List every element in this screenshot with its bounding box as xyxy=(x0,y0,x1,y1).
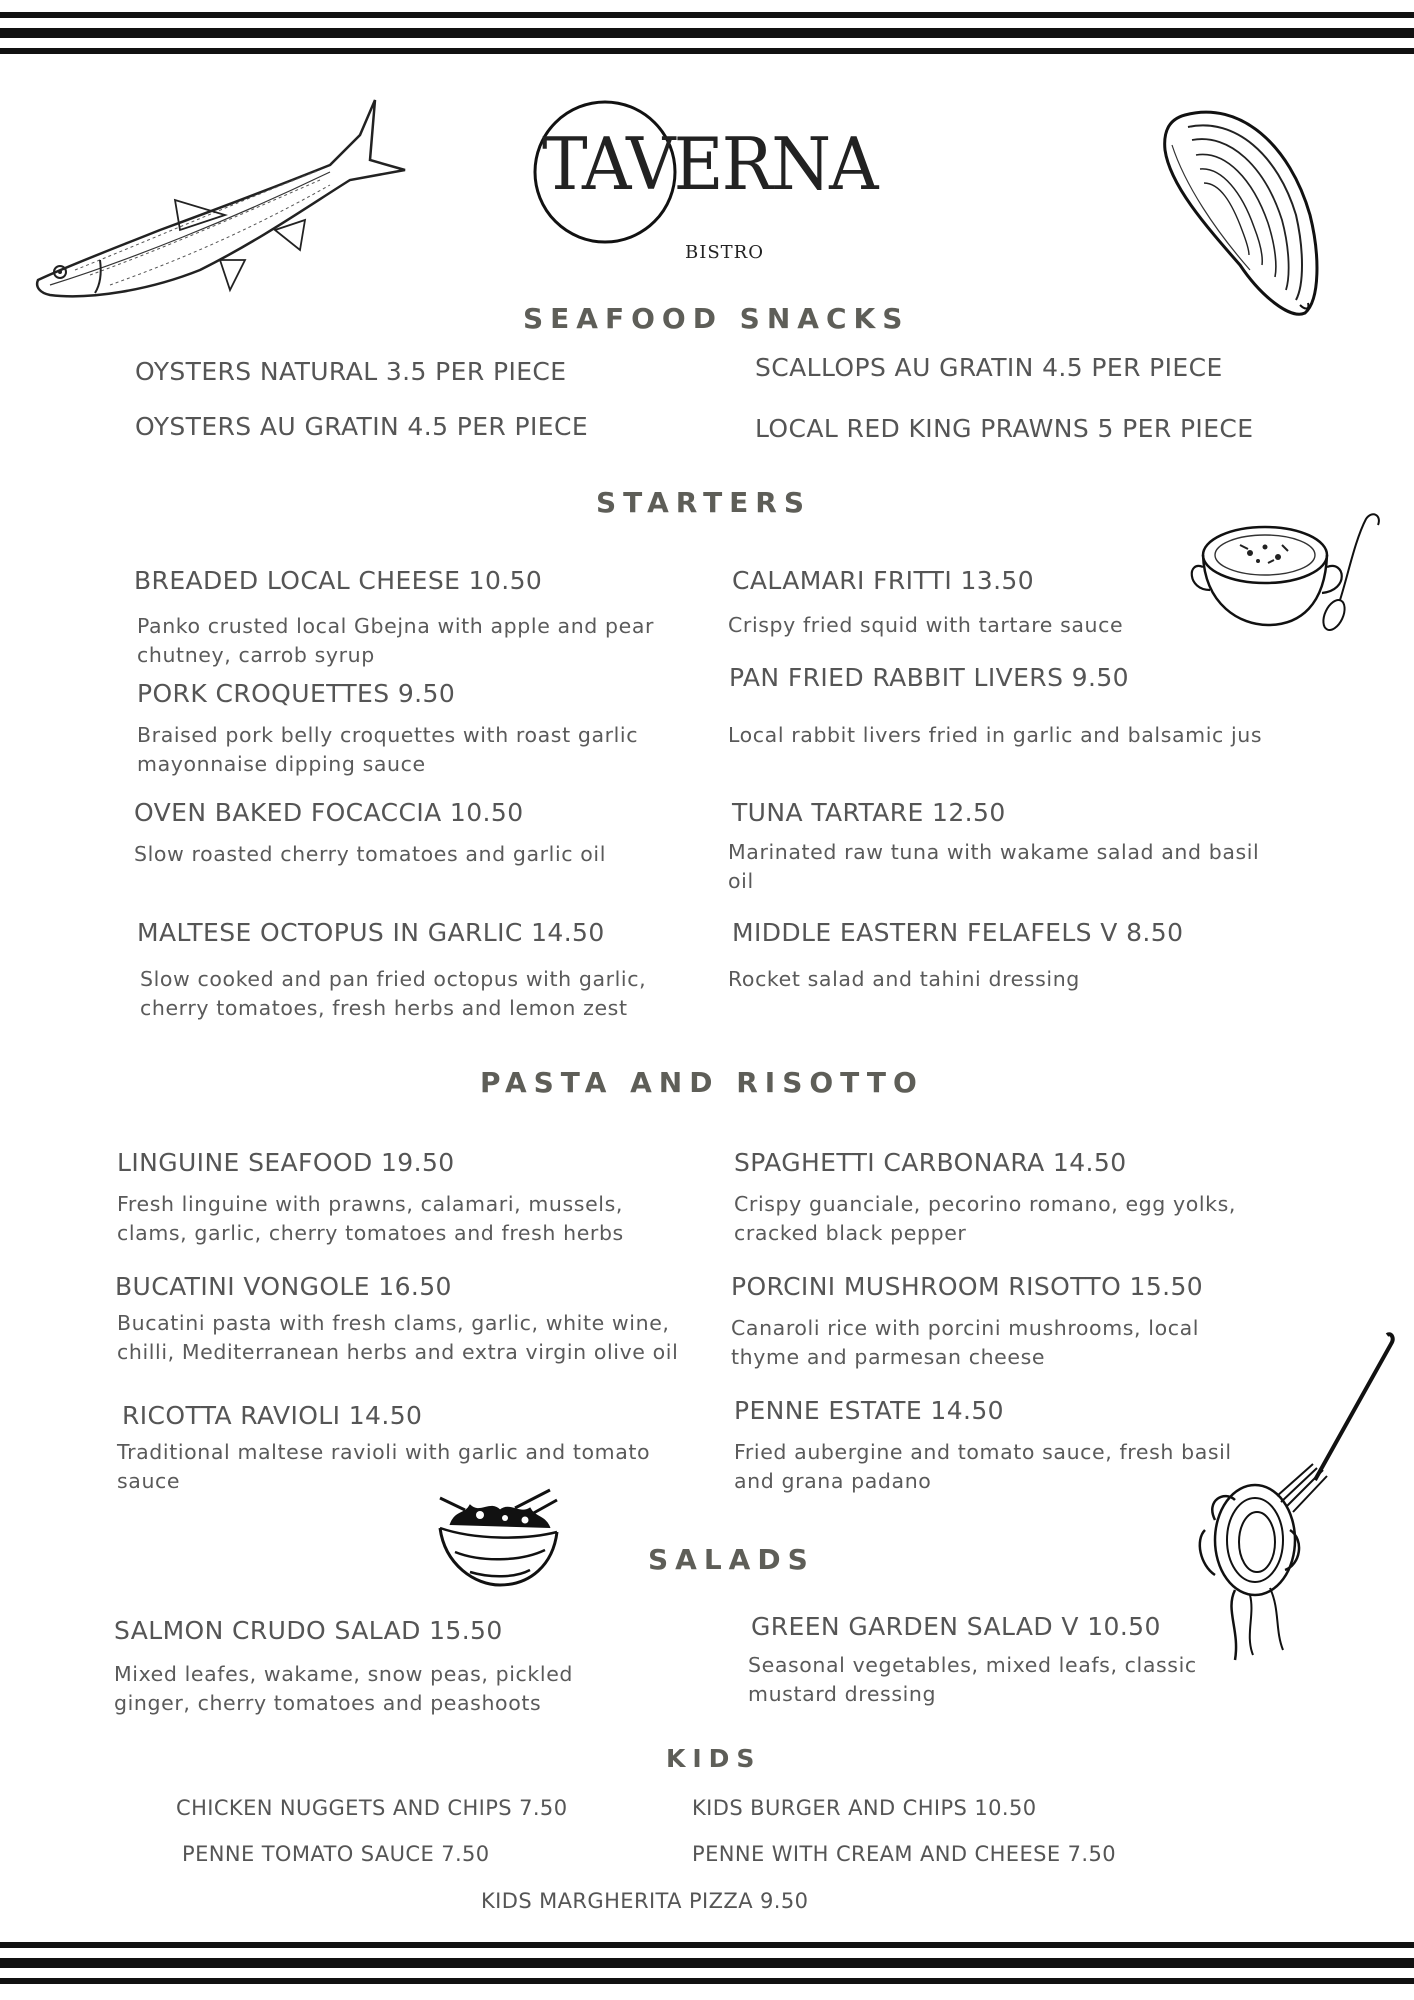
seafood-item: SCALLOPS AU GRATIN 4.5 PER PIECE xyxy=(755,353,1223,382)
section-title-seafood: SEAFOOD SNACKS xyxy=(523,302,910,335)
section-title-salads: SALADS xyxy=(648,1543,815,1576)
bottom-stripe-1 xyxy=(0,1942,1414,1948)
section-title-starters: STARTERS xyxy=(596,486,812,519)
salad-name: GREEN GARDEN SALAD V 10.50 xyxy=(751,1612,1161,1641)
seafood-item: OYSTERS AU GRATIN 4.5 PER PIECE xyxy=(135,412,589,441)
pasta-desc: Crispy guanciale, pecorino romano, egg yolks, cracked black pepper xyxy=(734,1192,1237,1245)
pasta-name: LINGUINE SEAFOOD 19.50 xyxy=(117,1148,455,1177)
salad-bowl-icon xyxy=(435,1490,560,1590)
pasta-desc: Traditional maltese ravioli with garlic and tomato sauce xyxy=(117,1440,651,1493)
pasta-name: PENNE ESTATE 14.50 xyxy=(734,1396,1004,1425)
bottom-stripe-3 xyxy=(0,1978,1414,1984)
starter-name: OVEN BAKED FOCACCIA 10.50 xyxy=(134,798,524,827)
kids-item: PENNE WITH CREAM AND CHEESE 7.50 xyxy=(692,1842,1116,1866)
starter-name: PAN FRIED RABBIT LIVERS 9.50 xyxy=(729,663,1129,692)
starter-desc: Panko crusted local Gbejna with apple and pear chutney, carrob syrup xyxy=(137,614,655,667)
top-stripe-3 xyxy=(0,48,1414,54)
pasta-desc: Fried aubergine and tomato sauce, fresh basil and grana padano xyxy=(734,1440,1232,1493)
pasta-name: BUCATINI VONGOLE 16.50 xyxy=(115,1272,452,1301)
salad-desc: Mixed leafes, wakame, snow peas, pickled ginger, cherry tomatoes and peashoots xyxy=(114,1662,574,1715)
starter-desc: Crispy fried squid with tartare sauce xyxy=(728,613,1124,637)
kids-item: KIDS MARGHERITA PIZZA 9.50 xyxy=(481,1889,809,1913)
top-stripe-2 xyxy=(0,28,1414,38)
fish-icon xyxy=(30,90,410,300)
kids-item: CHICKEN NUGGETS AND CHIPS 7.50 xyxy=(176,1796,568,1820)
starter-desc: Rocket salad and tahini dressing xyxy=(728,967,1080,991)
starter-desc: Slow roasted cherry tomatoes and garlic oil xyxy=(134,842,606,866)
starter-desc: Braised pork belly croquettes with roast garlic mayonnaise dipping sauce xyxy=(137,723,639,776)
pasta-name: RICOTTA RAVIOLI 14.50 xyxy=(122,1401,423,1430)
starter-name: CALAMARI FRITTI 13.50 xyxy=(732,566,1035,595)
starter-desc: Slow cooked and pan fried octopus with garlic, cherry tomatoes, fresh herbs and lemon zest xyxy=(140,967,647,1020)
mussel-icon xyxy=(1160,105,1320,320)
salad-name: SALMON CRUDO SALAD 15.50 xyxy=(114,1616,503,1645)
brand-name: TAVERNA xyxy=(542,122,877,206)
top-stripe-1 xyxy=(0,12,1414,18)
pasta-desc: Bucatini pasta with fresh clams, garlic, white wine, chilli, Mediterranean herbs and extra virgin olive oil xyxy=(117,1311,679,1364)
starter-name: BREADED LOCAL CHEESE 10.50 xyxy=(134,566,543,595)
brand-subtitle: BISTRO xyxy=(685,242,764,263)
kids-item: KIDS BURGER AND CHIPS 10.50 xyxy=(692,1796,1037,1820)
starter-name: TUNA TARTARE 12.50 xyxy=(732,798,1006,827)
salad-desc: Seasonal vegetables, mixed leafs, classic mustard dressing xyxy=(748,1653,1197,1706)
pasta-name: PORCINI MUSHROOM RISOTTO 15.50 xyxy=(731,1272,1204,1301)
starter-desc: Local rabbit livers fried in garlic and balsamic jus xyxy=(728,723,1263,747)
starter-name: MALTESE OCTOPUS IN GARLIC 14.50 xyxy=(137,918,605,947)
kids-item: PENNE TOMATO SAUCE 7.50 xyxy=(182,1842,490,1866)
pasta-name: SPAGHETTI CARBONARA 14.50 xyxy=(734,1148,1127,1177)
section-title-pasta: PASTA AND RISOTTO xyxy=(480,1066,924,1099)
logo xyxy=(530,92,890,272)
starter-name: PORK CROQUETTES 9.50 xyxy=(137,679,456,708)
seafood-item: LOCAL RED KING PRAWNS 5 PER PIECE xyxy=(755,414,1254,443)
bottom-stripe-2 xyxy=(0,1958,1414,1968)
section-title-kids: KIDS xyxy=(666,1744,762,1773)
starter-name: MIDDLE EASTERN FELAFELS V 8.50 xyxy=(732,918,1184,947)
starter-desc: Marinated raw tuna with wakame salad and basil oil xyxy=(728,840,1260,893)
pasta-desc: Canaroli rice with porcini mushrooms, local thyme and parmesan cheese xyxy=(731,1316,1200,1369)
pasta-desc: Fresh linguine with prawns, calamari, mussels, clams, garlic, cherry tomatoes and fresh herbs xyxy=(117,1192,624,1245)
seafood-item: OYSTERS NATURAL 3.5 PER PIECE xyxy=(135,357,567,386)
pasta-fork-icon xyxy=(1195,1330,1395,1665)
